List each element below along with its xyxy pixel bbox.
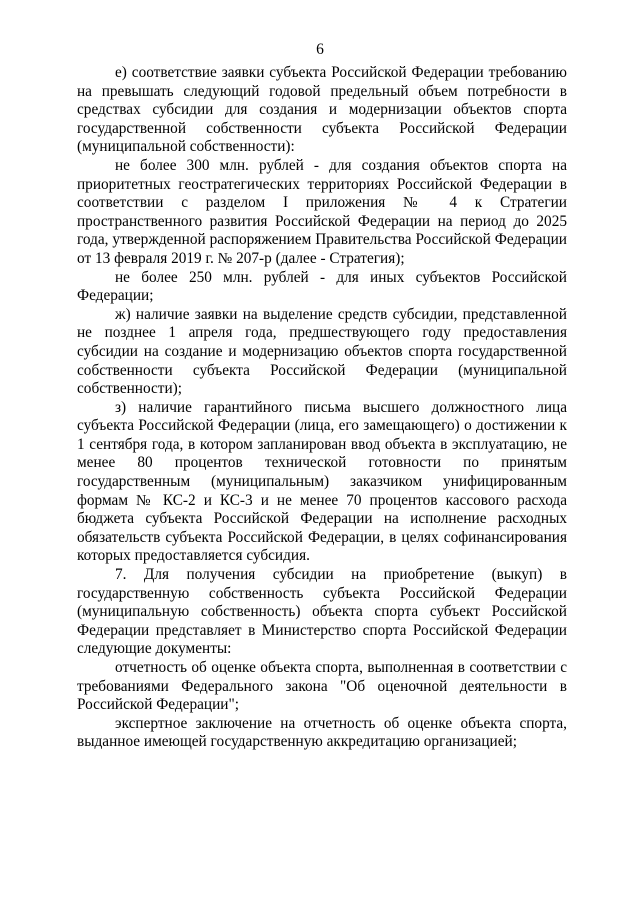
paragraph-e-application-compliance: е) соответствие заявки субъекта Российской Федерации требованию на превышать следующий годовой предельный объем потребности в средствах субсидии для создания и модернизации объектов спорта государственной собственности субъекта Российской Федерации (муниципальной собственности):: [77, 64, 567, 156]
paragraph-limit-300-million: не более 300 млн. рублей - для создания объектов спорта на приоритетных геостратегических территориях Российской Федерации в соответствии с разделом I приложения № 4 к Стратегии пространственного развития Российской Федерации на период до 2025 года, утвержденной распоряжением Правительства Российской Федерации от 13 февраля 2019 г. № 207-р (далее - Стратегия);: [77, 156, 567, 267]
paragraph-valuation-report: отчетность об оценке объекта спорта, выполненная в соответствии с требованиями Федерального закона "Об оценочной деятельности в Российской Федерации";: [77, 659, 567, 714]
paragraph-limit-250-million: не более 250 млн. рублей - для иных субъектов Российской Федерации;: [77, 268, 567, 305]
paragraph-expert-opinion: экспертное заключение на отчетность об оценке объекта спорта, выданное имеющей государственную аккредитацию организацией;: [77, 714, 567, 751]
paragraph-zh-application-deadline: ж) наличие заявки на выделение средств субсидии, представленной не позднее 1 апреля года, предшествующего году предоставления субсидии на создание и модернизацию объектов спорта государственной собственности субъекта Российской Федерации (муниципальной собственности);: [77, 305, 567, 398]
document-body: [77, 64, 567, 752]
page-number: 6: [316, 41, 324, 58]
paragraph-z-guarantee-letter: з) наличие гарантийного письма высшего должностного лица субъекта Российской Федерации (лица, его замещающего) о достижении к 1 сентября года, в котором запланирован ввод объекта в эксплуатацию, не менее 80 процентов технической готовности по принятым государственным (муниципальным) заказчиком унифицированным формам № КС-2 и КС-3 и не менее 70 процентов кассового расхода бюджета субъекта Российской Федерации на исполнение расходных обязательств субъекта Российской Федерации, в целях софинансирования которых предоставляется субсидия.: [77, 398, 567, 565]
paragraph-7-required-documents: 7. Для получения субсидии на приобретение (выкуп) в государственную собственность субъекта Российской Федерации (муниципальную собственность) объекта спорта субъект Российской Федерации представляет в Министерство спорта Российской Федерации следующие документы:: [77, 566, 567, 658]
